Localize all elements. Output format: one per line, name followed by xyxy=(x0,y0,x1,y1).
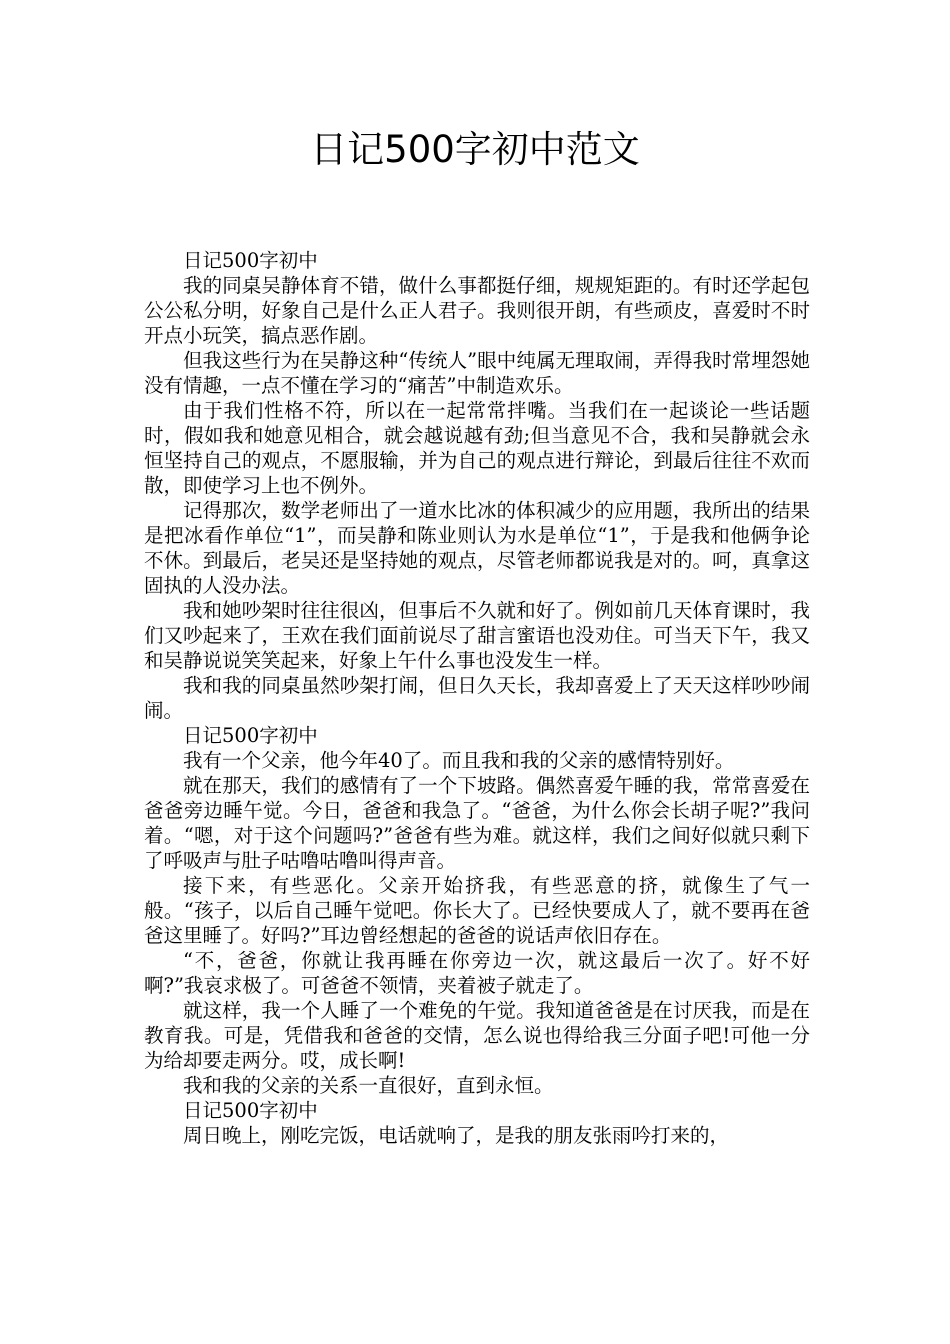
section-heading: 日记500字初中 xyxy=(183,249,318,272)
paragraph: 我和我的同桌虽然吵架打闹，但日久天长，我却喜爱上了天天这样吵吵闹闹。 xyxy=(144,674,810,722)
paragraph: 但我这些行为在吴静这种“传统人”眼中纯属无理取闹，弄得我时常埋怨她没有情趣，一点不懂在学习的“痛苦”中制造欢乐。 xyxy=(144,349,810,397)
paragraph: 周日晚上，刚吃完饭，电话就响了，是我的朋友张雨吟打来的， xyxy=(183,1124,730,1147)
paragraph: 记得那次，数学老师出了一道水比冰的体积减少的应用题，我所出的结果是把冰看作单位“1”，而吴静和陈业则认为水是单位“1”，于是我和他俩争论不休。到最后，老吴还是坚持她的观点，尽管老师都说我是对的。呵，真拿这固执的人没办法。 xyxy=(144,499,810,597)
paragraph: 我和我的父亲的关系一直很好，直到永恒。 xyxy=(183,1074,554,1097)
section-heading: 日记500字初中 xyxy=(183,724,318,747)
paragraph: 接下来，有些恶化。父亲开始挤我，有些恶意的挤，就像生了气一般。“孩子，以后自己睡午觉吧。你长大了。已经快要成人了，就不要再在爸爸这里睡了。好吗?”耳边曾经想起的爸爸的说话声依旧存在。 xyxy=(144,874,810,947)
section-heading: 日记500字初中 xyxy=(183,1099,318,1122)
paragraph: 就在那天，我们的感情有了一个下坡路。偶然喜爱午睡的我，常常喜爱在爸爸旁边睡午觉。今日，爸爸和我急了。“爸爸，为什么你会长胡子呢?”我问着。“嗯，对于这个问题吗?”爸爸有些为难。就这样，我们之间好似就只剩下了呼吸声与肚子咕噜咕噜叫得声音。 xyxy=(144,774,810,872)
document-title: 日记500字初中范文 xyxy=(310,128,640,171)
paragraph: 我有一个父亲，他今年40了。而且我和我的父亲的感情特别好。 xyxy=(183,749,735,772)
paragraph: 就这样，我一个人睡了一个难免的午觉。我知道爸爸是在讨厌我，而是在教育我。可是，凭借我和爸爸的交情，怎么说也得给我三分面子吧!可他一分为给却要走两分。哎，成长啊! xyxy=(144,999,810,1072)
paragraph: “不，爸爸，你就让我再睡在你旁边一次，就这最后一次了。好不好啊?”我哀求极了。可爸爸不领情，夹着被子就走了。 xyxy=(144,949,810,997)
paragraph: 由于我们性格不符，所以在一起常常拌嘴。当我们在一起谈论一些话题时，假如我和她意见相合，就会越说越有劲;但当意见不合，我和吴静就会永恒坚持自己的观点，不愿服输，并为自己的观点进行辩论，到最后往往不欢而散，即使学习上也不例外。 xyxy=(144,399,810,497)
paragraph: 我和她吵架时往往很凶，但事后不久就和好了。例如前几天体育课时，我们又吵起来了，王欢在我们面前说尽了甜言蜜语也没劝住。可当天下午，我又和吴静说说笑笑起来，好象上午什么事也没发生一样。 xyxy=(144,599,810,672)
document-body xyxy=(144,248,810,1148)
paragraph: 我的同桌吴静体育不错，做什么事都挺仔细，规规矩距的。有时还学起包公公私分明，好象自己是什么正人君子。我则很开朗，有些顽皮，喜爱时不时开点小玩笑，搞点恶作剧。 xyxy=(144,274,810,347)
